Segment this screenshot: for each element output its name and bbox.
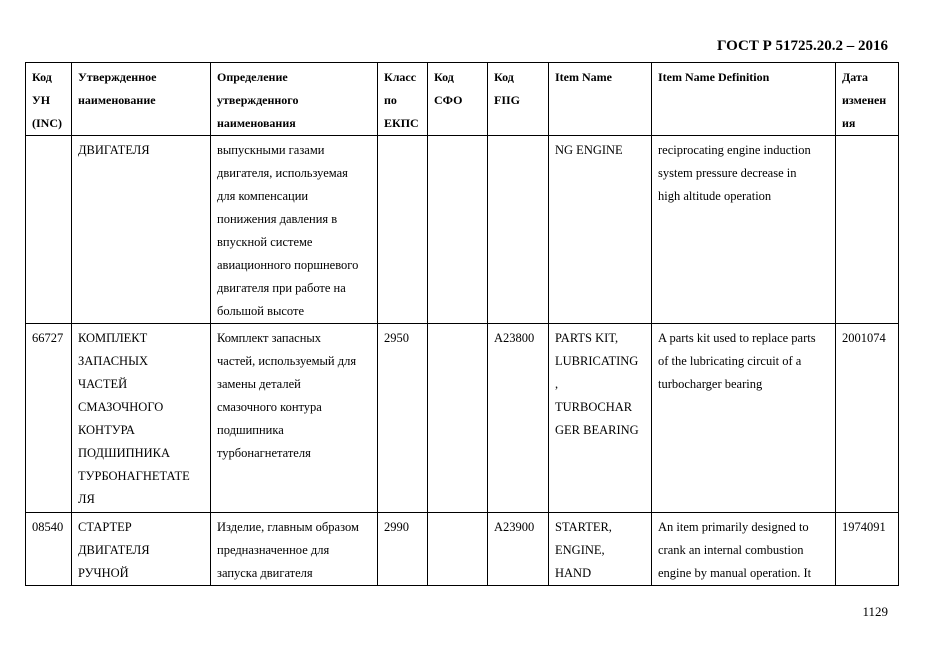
table-cell (836, 324, 899, 513)
cell-line: ЧАСТЕЙ (78, 377, 128, 391)
cell-line: An item primarily designed to (658, 520, 809, 534)
cell-line: 66727 (32, 331, 64, 345)
cell-line: РУЧНОЙ (78, 566, 129, 580)
cell-line: A parts kit used to replace parts (658, 331, 816, 345)
cell-line: двигателя, используемая (217, 166, 348, 180)
column-header (378, 63, 428, 136)
column-header-line: изменен (842, 93, 887, 107)
column-header-line: Item Name (555, 70, 612, 84)
table-cell (26, 513, 72, 586)
cell-line: смазочного контура (217, 400, 322, 414)
column-header-line: ия (842, 116, 856, 130)
cell-line: для компенсации (217, 189, 309, 203)
cell-line: авиационного поршневого (217, 258, 359, 272)
table-cell (211, 136, 378, 324)
column-header (26, 63, 72, 136)
table-cell (211, 324, 378, 513)
column-header (428, 63, 488, 136)
cell-line: ENGINE, (555, 543, 605, 557)
catalog-table (25, 62, 899, 586)
column-header (488, 63, 549, 136)
table-cell (488, 136, 549, 324)
cell-line: of the lubricating circuit of a (658, 354, 802, 368)
column-header-line: Класс (384, 70, 417, 84)
cell-line: двигателя при работе на (217, 281, 346, 295)
table-cell (652, 513, 836, 586)
table-cell (652, 324, 836, 513)
table-cell (549, 513, 652, 586)
column-header-line: Дата (842, 70, 868, 84)
column-header-line: Определение (217, 70, 288, 84)
document-header: ГОСТ Р 51725.20.2 – 2016 (716, 38, 888, 54)
column-header-line: УН (32, 93, 51, 107)
table-row (26, 136, 899, 324)
cell-line: 2990 (384, 520, 409, 534)
cell-line: большой высоте (217, 304, 305, 318)
column-header-line: ЕКПС (384, 116, 419, 130)
cell-line: NG ENGINE (555, 143, 623, 157)
cell-line: A23800 (494, 331, 535, 345)
column-header-line: (INC) (32, 116, 62, 130)
cell-line: выпускными газами (217, 143, 325, 157)
cell-line: запуска двигателя (217, 566, 313, 580)
cell-line: ЗАПАСНЫХ (78, 354, 149, 368)
table-row (26, 324, 899, 513)
column-header-line: СФО (434, 93, 463, 107)
cell-line: КОНТУРА (78, 423, 135, 437)
table-cell (428, 513, 488, 586)
column-header-line: Item Name Definition (658, 70, 770, 84)
table-cell (428, 324, 488, 513)
cell-line: GER BEARING (555, 423, 639, 437)
table-row (26, 513, 899, 586)
table-cell (549, 324, 652, 513)
table-cell (378, 513, 428, 586)
cell-line: PARTS KIT, (555, 331, 619, 345)
cell-line: ПОДШИПНИКА (78, 446, 171, 460)
cell-line: предназначенное для (217, 543, 330, 557)
column-header (549, 63, 652, 136)
column-header-line: наименования (217, 116, 296, 130)
table-cell (378, 136, 428, 324)
table-cell (211, 513, 378, 586)
column-header (72, 63, 211, 136)
table-cell (549, 136, 652, 324)
column-header (836, 63, 899, 136)
table-cell (26, 324, 72, 513)
cell-line: Комплект запасных (217, 331, 322, 345)
table-cell (26, 136, 72, 324)
page-number: 1129 (862, 604, 888, 619)
column-header-line: по (384, 93, 397, 107)
table-cell (488, 324, 549, 513)
header-row (26, 63, 899, 136)
cell-line: ЛЯ (78, 492, 95, 506)
cell-line: замены деталей (217, 377, 301, 391)
column-header (652, 63, 836, 136)
column-header-line: Код (32, 70, 52, 84)
cell-line: подшипника (217, 423, 284, 437)
cell-line: 2001074 (842, 331, 886, 345)
cell-line: reciprocating engine induction (658, 143, 811, 157)
cell-line: high altitude operation (658, 189, 772, 203)
cell-line: HAND (555, 566, 592, 580)
table-cell (652, 136, 836, 324)
cell-line: СТАРТЕР (78, 520, 132, 534)
table-cell (378, 324, 428, 513)
table-cell (72, 136, 211, 324)
cell-line: СМАЗОЧНОГО (78, 400, 164, 414)
cell-line: впускной системе (217, 235, 313, 249)
cell-line: STARTER, (555, 520, 612, 534)
cell-line: понижения давления в (217, 212, 338, 226)
table-cell (836, 136, 899, 324)
table-body (26, 136, 899, 586)
cell-line: crank an internal combustion (658, 543, 804, 557)
table-cell (428, 136, 488, 324)
cell-line: engine by manual operation. It (658, 566, 812, 580)
cell-line: Изделие, главным образом (217, 520, 359, 534)
table-cell (488, 513, 549, 586)
column-header (211, 63, 378, 136)
cell-line: 1974091 (842, 520, 886, 534)
cell-line: A23900 (494, 520, 535, 534)
cell-line: LUBRICATING (555, 354, 639, 368)
cell-line: , (555, 377, 559, 391)
cell-line: турбонагнетателя (217, 446, 311, 460)
cell-line: system pressure decrease in (658, 166, 797, 180)
cell-line: turbocharger bearing (658, 377, 763, 391)
column-header-line: Код (494, 70, 514, 84)
table-cell (72, 324, 211, 513)
column-header-line: Код (434, 70, 454, 84)
cell-line: частей, используемый для (217, 354, 357, 368)
column-header-line: FIIG (494, 93, 521, 107)
column-header-line: наименование (78, 93, 156, 107)
cell-line: КОМПЛЕКТ (78, 331, 148, 345)
cell-line: ТУРБОНАГНЕТАТЕ (78, 469, 190, 483)
column-header-line: утвержденного (217, 93, 299, 107)
cell-line: ДВИГАТЕЛЯ (78, 143, 150, 157)
table-cell (836, 513, 899, 586)
cell-line: 2950 (384, 331, 409, 345)
cell-line: ДВИГАТЕЛЯ (78, 543, 150, 557)
cell-line: TURBOCHAR (555, 400, 633, 414)
cell-line: 08540 (32, 520, 64, 534)
column-header-line: Утвержденное (78, 70, 157, 84)
table-cell (72, 513, 211, 586)
